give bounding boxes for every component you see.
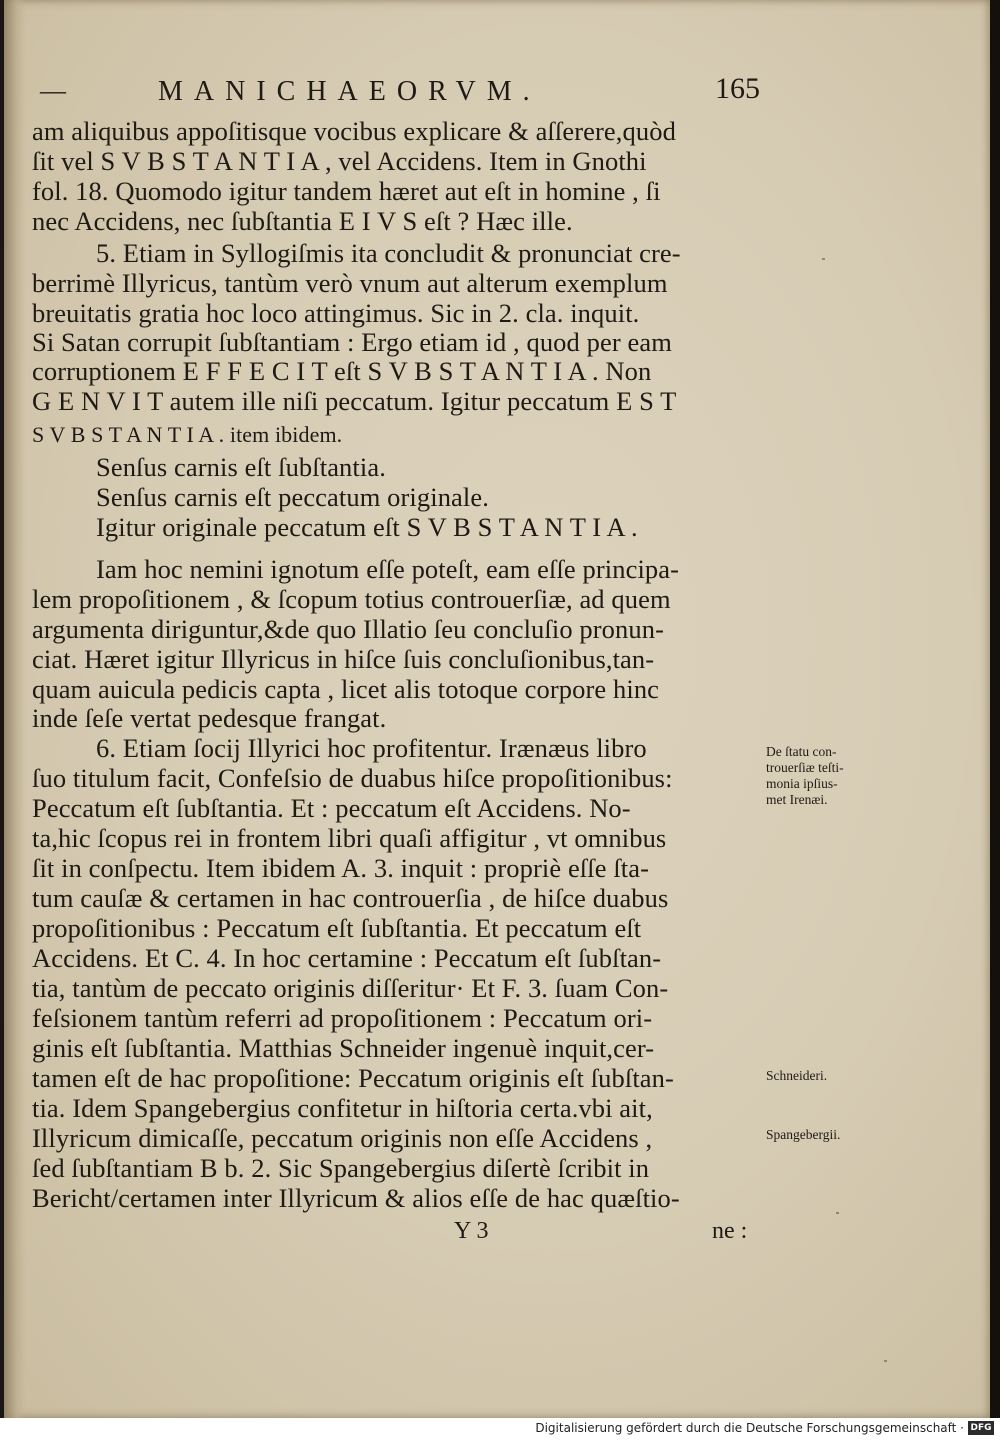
- text-line: corruptionem E F F E C I T eſt S V B S T A N T I A . Non: [32, 356, 652, 386]
- margin-note-line: trouerſiæ teſti-: [766, 760, 844, 775]
- text-line: tia, tantùm de peccato originis diſſeritur· Et F. 3. ſuam Con-: [32, 973, 669, 1003]
- footer-credit: Digitalisierung gefördert durch die Deutsche Forschungsgemeinschaft ·: [535, 1421, 964, 1435]
- text-line: 6. Etiam ſocij Illyrici hoc profitentur. Irænæus libro: [96, 733, 647, 763]
- text-line: Bericht/certamen inter Illyricum & alios eſſe de hac quæſtio-: [32, 1183, 680, 1213]
- margin-note-spangenberg: Spangebergii.: [766, 1127, 841, 1142]
- text-line: inde ſeſe vertat pedesque frangat.: [32, 703, 387, 733]
- text-line: tamen eſt de hac propoſitione: Peccatum originis eſt ſubſtan-: [32, 1063, 674, 1093]
- text-line: breuitatis gratia hoc loco attingimus. Sic in 2. cla. inquit.: [32, 298, 640, 328]
- running-head-title: MANICHAEORVM.: [158, 76, 541, 107]
- text-line: am aliquibus appoſitisque vocibus explicare & aſſerere,quòd: [32, 116, 676, 146]
- margin-note-schneider: Schneideri.: [766, 1068, 828, 1083]
- text-line: feſsionem tantùm referri ad propoſitionem : Peccatum ori-: [32, 1003, 653, 1033]
- margin-note-irenaeus: [766, 744, 844, 808]
- text-line: quam auicula pedicis capta , licet alis totoque corpore hinc: [32, 674, 660, 704]
- text-line: S V B S T A N T I A . item ibidem.: [32, 422, 343, 447]
- text-line: ta,hic ſcopus rei in frontem libri quaſi affigitur , vt omnibus: [32, 823, 667, 853]
- syllogism-line: Senſus carnis eſt ſubſtantia.: [96, 452, 386, 482]
- text-line: berrimè Illyricus, tantùm verò vnum aut alterum exemplum: [32, 268, 668, 298]
- text-line: Peccatum eſt ſubſtantia. Et : peccatum eſt Accidens. No-: [32, 793, 631, 823]
- text-line: 5. Etiam in Syllogiſmis ita concludit & pronunciat cre-: [96, 238, 681, 268]
- text-line: tum cauſæ & certamen in hac controuerſia , de hiſce duabus: [32, 883, 669, 913]
- catchword: ne :: [712, 1218, 748, 1244]
- text-line: ſit in conſpectu. Item ibidem A. 3. inquit : propriè eſſe ſta-: [32, 853, 650, 883]
- dfg-logo: DFG: [968, 1421, 994, 1435]
- text-line: fol. 18. Quomodo igitur tandem hæret aut eſt in homine , ſi: [32, 176, 661, 206]
- text-line: Si Satan corrupit ſubſtantiam : Ergo etiam id , quod per eam: [32, 327, 672, 357]
- text-line: Illyricum dimicaſſe, peccatum originis non eſſe Accidens ,: [32, 1123, 653, 1153]
- digitization-footer: [0, 1418, 1000, 1440]
- text-line: ſuo titulum facit, Confeſsio de duabus hiſce propoſitionibus:: [32, 763, 673, 793]
- running-head-dash: —: [40, 76, 66, 105]
- text-line: ginis eſt ſubſtantia. Matthias Schneider ingenuè inquit,cer-: [32, 1033, 655, 1063]
- margin-note-line: De ſtatu con-: [766, 744, 837, 759]
- syllogism-line: Igitur originale peccatum eſt S V B S T A N T I A .: [96, 512, 638, 542]
- paper-fleck: [836, 1212, 839, 1214]
- text-line: ciat. Hæret igitur Illyricus in hiſce ſuis concluſionibus,tan-: [32, 644, 655, 674]
- binding-gutter: [4, 0, 26, 1418]
- paper-fleck: [822, 258, 825, 260]
- page-number: 165: [715, 72, 760, 105]
- paper-fleck: [884, 1360, 887, 1362]
- text-line: ſed ſubſtantiam B b. 2. Sic Spangebergius diſertè ſcribit in: [32, 1153, 650, 1183]
- scan-border: [990, 0, 1000, 1418]
- text-line: lem propoſitionem , & ſcopum totius controuerſiæ, ad quem: [32, 584, 671, 614]
- paper-sheet: [4, 0, 990, 1418]
- text-line: nec Accidens, nec ſubſtantia E I V S eſt ? Hæc ille.: [32, 206, 573, 236]
- margin-note-line: monia ipſius-: [766, 776, 838, 791]
- text-line: Iam hoc nemini ignotum eſſe poteſt, eam eſſe principa-: [96, 554, 680, 584]
- text-line: tia. Idem Spangebergius confitetur in hiſtoria certa.vbi ait,: [32, 1093, 653, 1123]
- running-head: [40, 72, 760, 110]
- text-line: ſit vel S V B S T A N T I A , vel Accidens. Item in Gnothi: [32, 146, 647, 176]
- text-line: G E N V I T autem ille niſi peccatum. Igitur peccatum E S T: [32, 386, 677, 416]
- signature-mark: Y 3: [454, 1218, 489, 1244]
- text-line: argumenta diriguntur,&de quo Illatio ſeu concluſio pronun-: [32, 614, 665, 644]
- text-line: Accidens. Et C. 4. In hoc certamine : Peccatum eſt ſubſtan-: [32, 943, 662, 973]
- margin-note-line: met Irenæi.: [766, 792, 828, 807]
- text-line: propoſitionibus : Peccatum eſt ſubſtantia. Et peccatum eſt: [32, 913, 642, 943]
- syllogism-line: Senſus carnis eſt peccatum originale.: [96, 482, 489, 512]
